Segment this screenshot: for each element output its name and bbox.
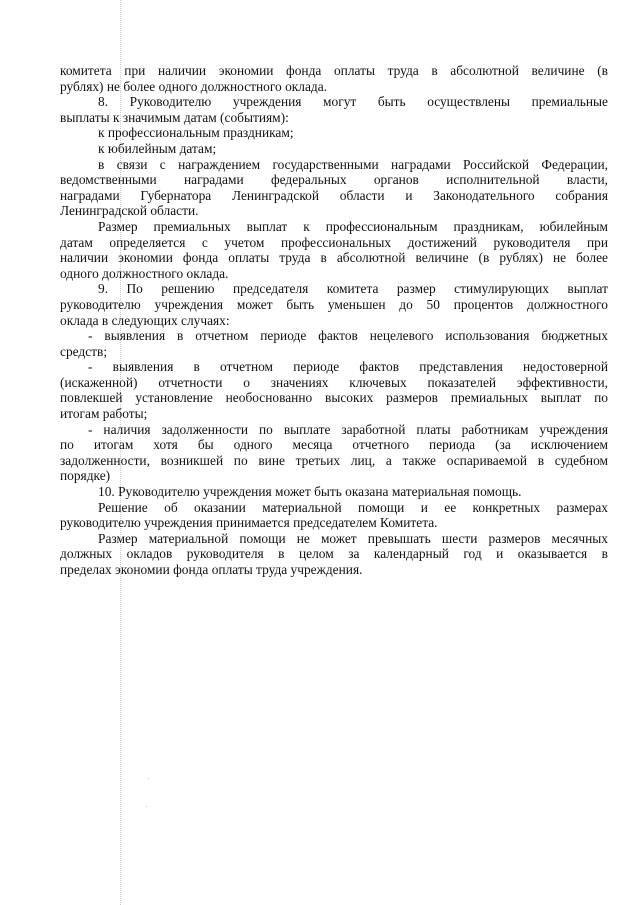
text-line: по итогам хотя бы одного месяца отчетного периода (за исключением [60,437,608,453]
paragraph [60,344,608,360]
text-line: 10. Руководителю учреждения может быть оказана материальная помощь. [98,484,522,500]
paragraph [60,531,608,547]
paragraph [60,515,608,531]
paragraph [60,422,608,438]
text-line: повлекшей установление необоснованно высоких размеров премиальных выплат по [60,390,608,406]
text-line: порядке) [60,468,111,484]
paragraph [60,359,608,375]
text-line: наградами Губернатора Ленинградской области и Законодательного собрания [60,187,608,203]
text-line: датам определяется с учетом профессиональных достижений руководителя при [60,234,608,250]
text-line: к профессиональным праздникам; [98,125,294,141]
paragraph [60,484,608,500]
text-line: к юбилейным датам; [98,140,217,156]
paragraph [60,172,608,219]
text-line: наличии экономии фонда оплаты труда в абсолютной величине (в рублях) не более [60,250,608,266]
text-line: итогам работы; [60,406,148,422]
text-line: оклада в следующих случаях: [60,312,230,328]
paragraph [60,546,608,577]
text-line: 9. По решению председателя комитета размер стимулирующих выплат [98,281,608,297]
paragraph [60,94,608,110]
text-line: пределах экономии фонда оплаты труда учреждения. [60,562,363,577]
paragraph [60,110,608,126]
paragraph [60,297,608,328]
text-line: одного должностного оклада. [60,265,229,281]
text-line: Размер материальной помощи не может превышать шести размеров месячных [98,530,608,546]
scan-speck [148,778,149,779]
text-line: руководителю учреждения принимается председателем Комитета. [60,515,438,531]
text-line: средств; [60,343,108,359]
paragraph [60,125,608,141]
paragraph [60,328,608,344]
paragraph [60,437,608,484]
paragraph [60,235,608,282]
text-line: в связи с награждением государственными наградами Российской Федерации, [98,156,608,172]
text-line: 8. Руководителю учреждения могут быть осуществлены премиальные [98,94,608,110]
text-line: выплаты к значимым датам (событиям): [60,109,289,125]
text-line: рублях) не более одного должностного оклада. [60,78,328,94]
text-line: Размер премиальных выплат к профессиональным праздникам, юбилейным [98,218,608,234]
text-line: задолженности, возникшей по вине третьих лиц, а также оспариваемой в судебном [60,452,608,468]
text-line: ведомственными наградами федеральных органов исполнительной власти, [60,172,608,188]
paragraph [60,157,608,173]
text-line: Решение об оказании материальной помощи и ее конкретных размерах [98,499,608,515]
text-line: - выявления в отчетном периоде фактов нецелевого использования бюджетных [88,328,608,344]
paragraph [60,63,608,94]
paragraph [60,141,608,157]
paragraph [60,375,608,422]
text-line: должных окладов руководителя в целом за календарный год и оказывается в [60,546,608,562]
text-line: Ленинградской области. [60,203,199,219]
text-line: (искаженной) отчетности о значениях ключевых показателей эффективности, [60,374,608,390]
document-body [60,63,608,578]
scan-speck [146,806,147,807]
paragraph [60,500,608,516]
text-line: комитета при наличии экономии фонда оплаты труда в абсолютной величине (в [60,63,608,78]
text-line: - наличия задолженности по выплате заработной платы работникам учреждения [88,421,608,437]
paragraph [60,219,608,235]
text-line: руководителю учреждения может быть уменьшен до 50 процентов должностного [60,296,608,312]
paragraph [60,281,608,297]
text-line: - выявления в отчетном периоде фактов представления недостоверной [88,359,608,375]
